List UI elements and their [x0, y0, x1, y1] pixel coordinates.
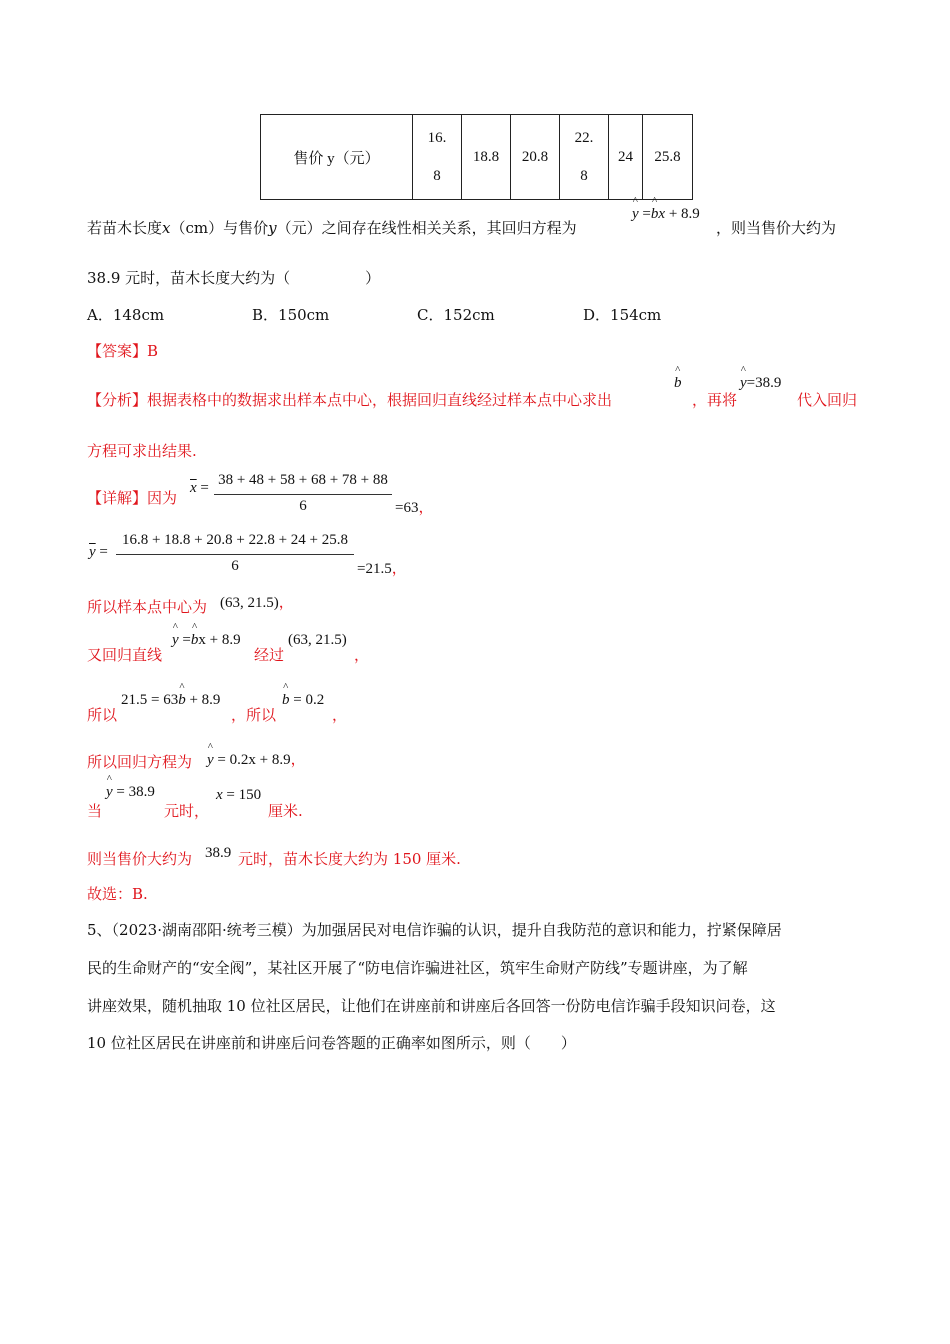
detail-text: 所以回归方程为: [87, 753, 193, 771]
x-denominator: 6: [299, 498, 307, 514]
detail-intro: [87, 488, 177, 508]
when-y: [106, 784, 155, 801]
answer-label: 【答案】: [87, 342, 148, 360]
eq-rest: = 0.2x + 8.9: [213, 752, 291, 768]
center-point-value: (63, 21.5): [220, 595, 279, 611]
detail-text: 元时，苗木长度大约为 150 厘米.: [238, 850, 461, 868]
option-d: [583, 305, 661, 325]
eq-rest: + 8.9: [668, 206, 700, 222]
option-c-label: C．152cm: [417, 306, 495, 324]
x-bar: [190, 480, 209, 497]
final-b: [238, 849, 461, 869]
q-text: ，则当售价大约为: [716, 219, 837, 237]
table-label: 售价 y（元）: [293, 150, 380, 167]
option-a: [87, 305, 164, 325]
y-bar: [89, 544, 108, 561]
question-line-2: [87, 268, 380, 288]
y-bar-symbol: $\overline{y}$: [89, 544, 96, 560]
x-var: x: [216, 787, 223, 803]
eq-rest: x + 8.9: [198, 632, 241, 648]
price-table: [260, 114, 693, 200]
y-hat: ^ y: [106, 784, 113, 801]
q-var-y: y: [268, 219, 277, 237]
final-a: [87, 849, 192, 869]
line-passes-c: [354, 645, 369, 665]
b-hat: ^ b: [674, 375, 682, 392]
y-hat: ^ y: [172, 632, 179, 649]
y-mean-fraction: [116, 532, 354, 580]
eq-x: x: [658, 206, 666, 222]
q-text: （cm）与售价: [170, 219, 269, 237]
detail-text: 厘米.: [268, 802, 303, 820]
y-hat: ^ y: [740, 375, 747, 392]
y-denominator: 6: [231, 558, 239, 574]
line-point: [288, 632, 347, 649]
b-hat: ^ b: [178, 692, 186, 709]
so1-equation: [121, 692, 220, 709]
eq-left: 21.5 = 63: [121, 692, 179, 708]
analysis-line-1: [87, 390, 612, 410]
q5-line-2: [87, 958, 748, 978]
choose-text: 故选：B.: [87, 885, 148, 903]
cell-top: 22.: [574, 130, 594, 146]
b-hat: ^ b: [191, 632, 199, 649]
line-passes-a: [87, 645, 162, 665]
q-text: 38.9 元时，苗木长度大约为（ ）: [87, 269, 381, 287]
analysis-label: 【分析】: [87, 391, 148, 409]
eq-sign: =: [200, 480, 209, 496]
comma: ，: [290, 752, 306, 768]
when-x: [216, 787, 261, 804]
option-a-label: A．148cm: [87, 306, 165, 324]
q5-line-3: [87, 996, 776, 1016]
answer-value: B: [147, 342, 159, 360]
eq-b-hat: ^ b: [651, 206, 659, 223]
comma: ，: [418, 500, 434, 516]
question-line-1: [87, 218, 577, 238]
detail-text: ，所以: [231, 706, 277, 724]
option-c: [417, 305, 495, 325]
analysis-text-b: [692, 390, 737, 410]
table-cell: [413, 115, 462, 200]
y-value: = 38.9: [112, 784, 155, 800]
option-b-label: B．150cm: [252, 306, 330, 324]
analysis-text-c: [797, 390, 857, 410]
cell-top: 16.: [427, 130, 447, 146]
table-cell: [643, 115, 693, 200]
q5-text: 民的生命财产的“安全阀”，某社区开展了“防电信诈骗进社区，筑牢生命财产防线”专题讲座，为了解: [87, 959, 748, 977]
reg-a: [87, 752, 192, 772]
question-line-1-end: [716, 218, 836, 238]
analysis-y-value: [740, 375, 781, 392]
comma: ，: [391, 561, 407, 577]
center-point: [220, 591, 294, 612]
y-value: =38.9: [746, 375, 782, 391]
q-text: （元）之间存在线性相关关系，其回归方程为: [276, 219, 577, 237]
table-cell: [560, 115, 609, 200]
when-b: [164, 801, 209, 821]
comma: ，: [332, 706, 348, 724]
option-b: [252, 305, 329, 325]
table-label-cell: [261, 115, 413, 200]
detail-text: 则当售价大约为: [87, 850, 193, 868]
detail-text: 又回归直线: [87, 646, 163, 664]
eq-y-hat: ^ y: [632, 206, 639, 223]
eq-sign: =: [182, 632, 191, 648]
comma: ，: [278, 595, 294, 611]
table-cell: [511, 115, 560, 200]
table-cell: [462, 115, 511, 200]
y-hat: ^ y: [207, 752, 214, 769]
b-hat: ^ b: [282, 692, 290, 709]
analysis-line-2: [87, 441, 197, 461]
detail-text: 经过: [254, 646, 285, 664]
x-value: = 150: [222, 787, 262, 803]
analysis-text: 方程可求出结果.: [87, 442, 197, 460]
detail-text: 因为: [147, 489, 178, 507]
when-c: [268, 801, 303, 821]
eq-sign: =: [642, 206, 651, 222]
so1-b-value: [282, 692, 324, 709]
detail-text: 元时，: [164, 802, 210, 820]
table-cell: [609, 115, 643, 200]
line-passes-b: [254, 645, 284, 665]
cell-value: 25.8: [654, 148, 681, 165]
cell-bottom: 8: [580, 168, 588, 184]
reg-equation: [207, 748, 306, 769]
x-result: =63: [395, 500, 419, 516]
analysis-text: ，再将: [692, 391, 738, 409]
choose: [87, 884, 148, 904]
q5-line-1: [87, 920, 782, 940]
analysis-b-hat: [674, 375, 682, 392]
analysis-text: 代入回归: [797, 391, 858, 409]
q5-text: 5、（2023·湖南邵阳·统考三模）为加强居民对电信诈骗的认识，提升自我防范的意识和能力，拧紧保障居: [87, 921, 782, 939]
analysis-text: 根据表格中的数据求出样本点中心，根据回归直线经过样本点中心求出: [147, 391, 613, 409]
q-text: 若苗木长度: [87, 219, 163, 237]
fraction-bar: [214, 494, 392, 495]
x-mean-result: [395, 496, 433, 517]
q5-text: 讲座效果，随机抽取 10 位社区居民，让他们在讲座前和讲座后各回答一份防电信诈骗手段知识问卷，这: [87, 997, 776, 1015]
detail-label: 【详解】: [87, 489, 148, 507]
q5-line-4: [87, 1033, 576, 1053]
y-result: =21.5: [357, 561, 392, 577]
q-var-x: x: [162, 219, 171, 237]
comma: ，: [354, 646, 370, 664]
detail-text: 当: [87, 802, 103, 820]
y-mean-result: [357, 557, 407, 578]
final-value: 38.9: [205, 845, 232, 861]
so1-b: [231, 705, 276, 725]
point-value: (63, 21.5): [288, 632, 347, 648]
option-d-label: D．154cm: [583, 306, 662, 324]
detail-text: 所以样本点中心为: [87, 598, 208, 616]
cell-value: 20.8: [521, 148, 549, 165]
final-val: [205, 845, 231, 862]
so1-c: [332, 705, 347, 725]
so1-a: [87, 705, 117, 725]
line-equation: [172, 632, 241, 649]
cell-value: 18.8: [472, 148, 500, 165]
cell-value: 24: [618, 148, 633, 165]
eq-sign: =: [99, 544, 108, 560]
detail-text: 所以: [87, 706, 118, 724]
x-numerator: 38 + 48 + 58 + 68 + 78 + 88: [218, 472, 388, 488]
fraction-bar: [116, 554, 354, 555]
y-numerator: 16.8 + 18.8 + 20.8 + 22.8 + 24 + 25.8: [121, 532, 349, 548]
b-value: = 0.2: [289, 692, 325, 708]
cell-bottom: 8: [433, 168, 441, 184]
x-bar-symbol: $\overline{x}$: [190, 480, 197, 496]
q5-text: 10 位社区居民在讲座前和讲座后问卷答题的正确率如图所示，则（ ）: [87, 1034, 576, 1052]
x-mean-fraction: [214, 472, 392, 520]
center-line: [87, 597, 207, 617]
answer: [87, 341, 158, 361]
eq-rest: + 8.9: [185, 692, 221, 708]
when-a: [87, 801, 102, 821]
regression-equation: [632, 206, 700, 223]
